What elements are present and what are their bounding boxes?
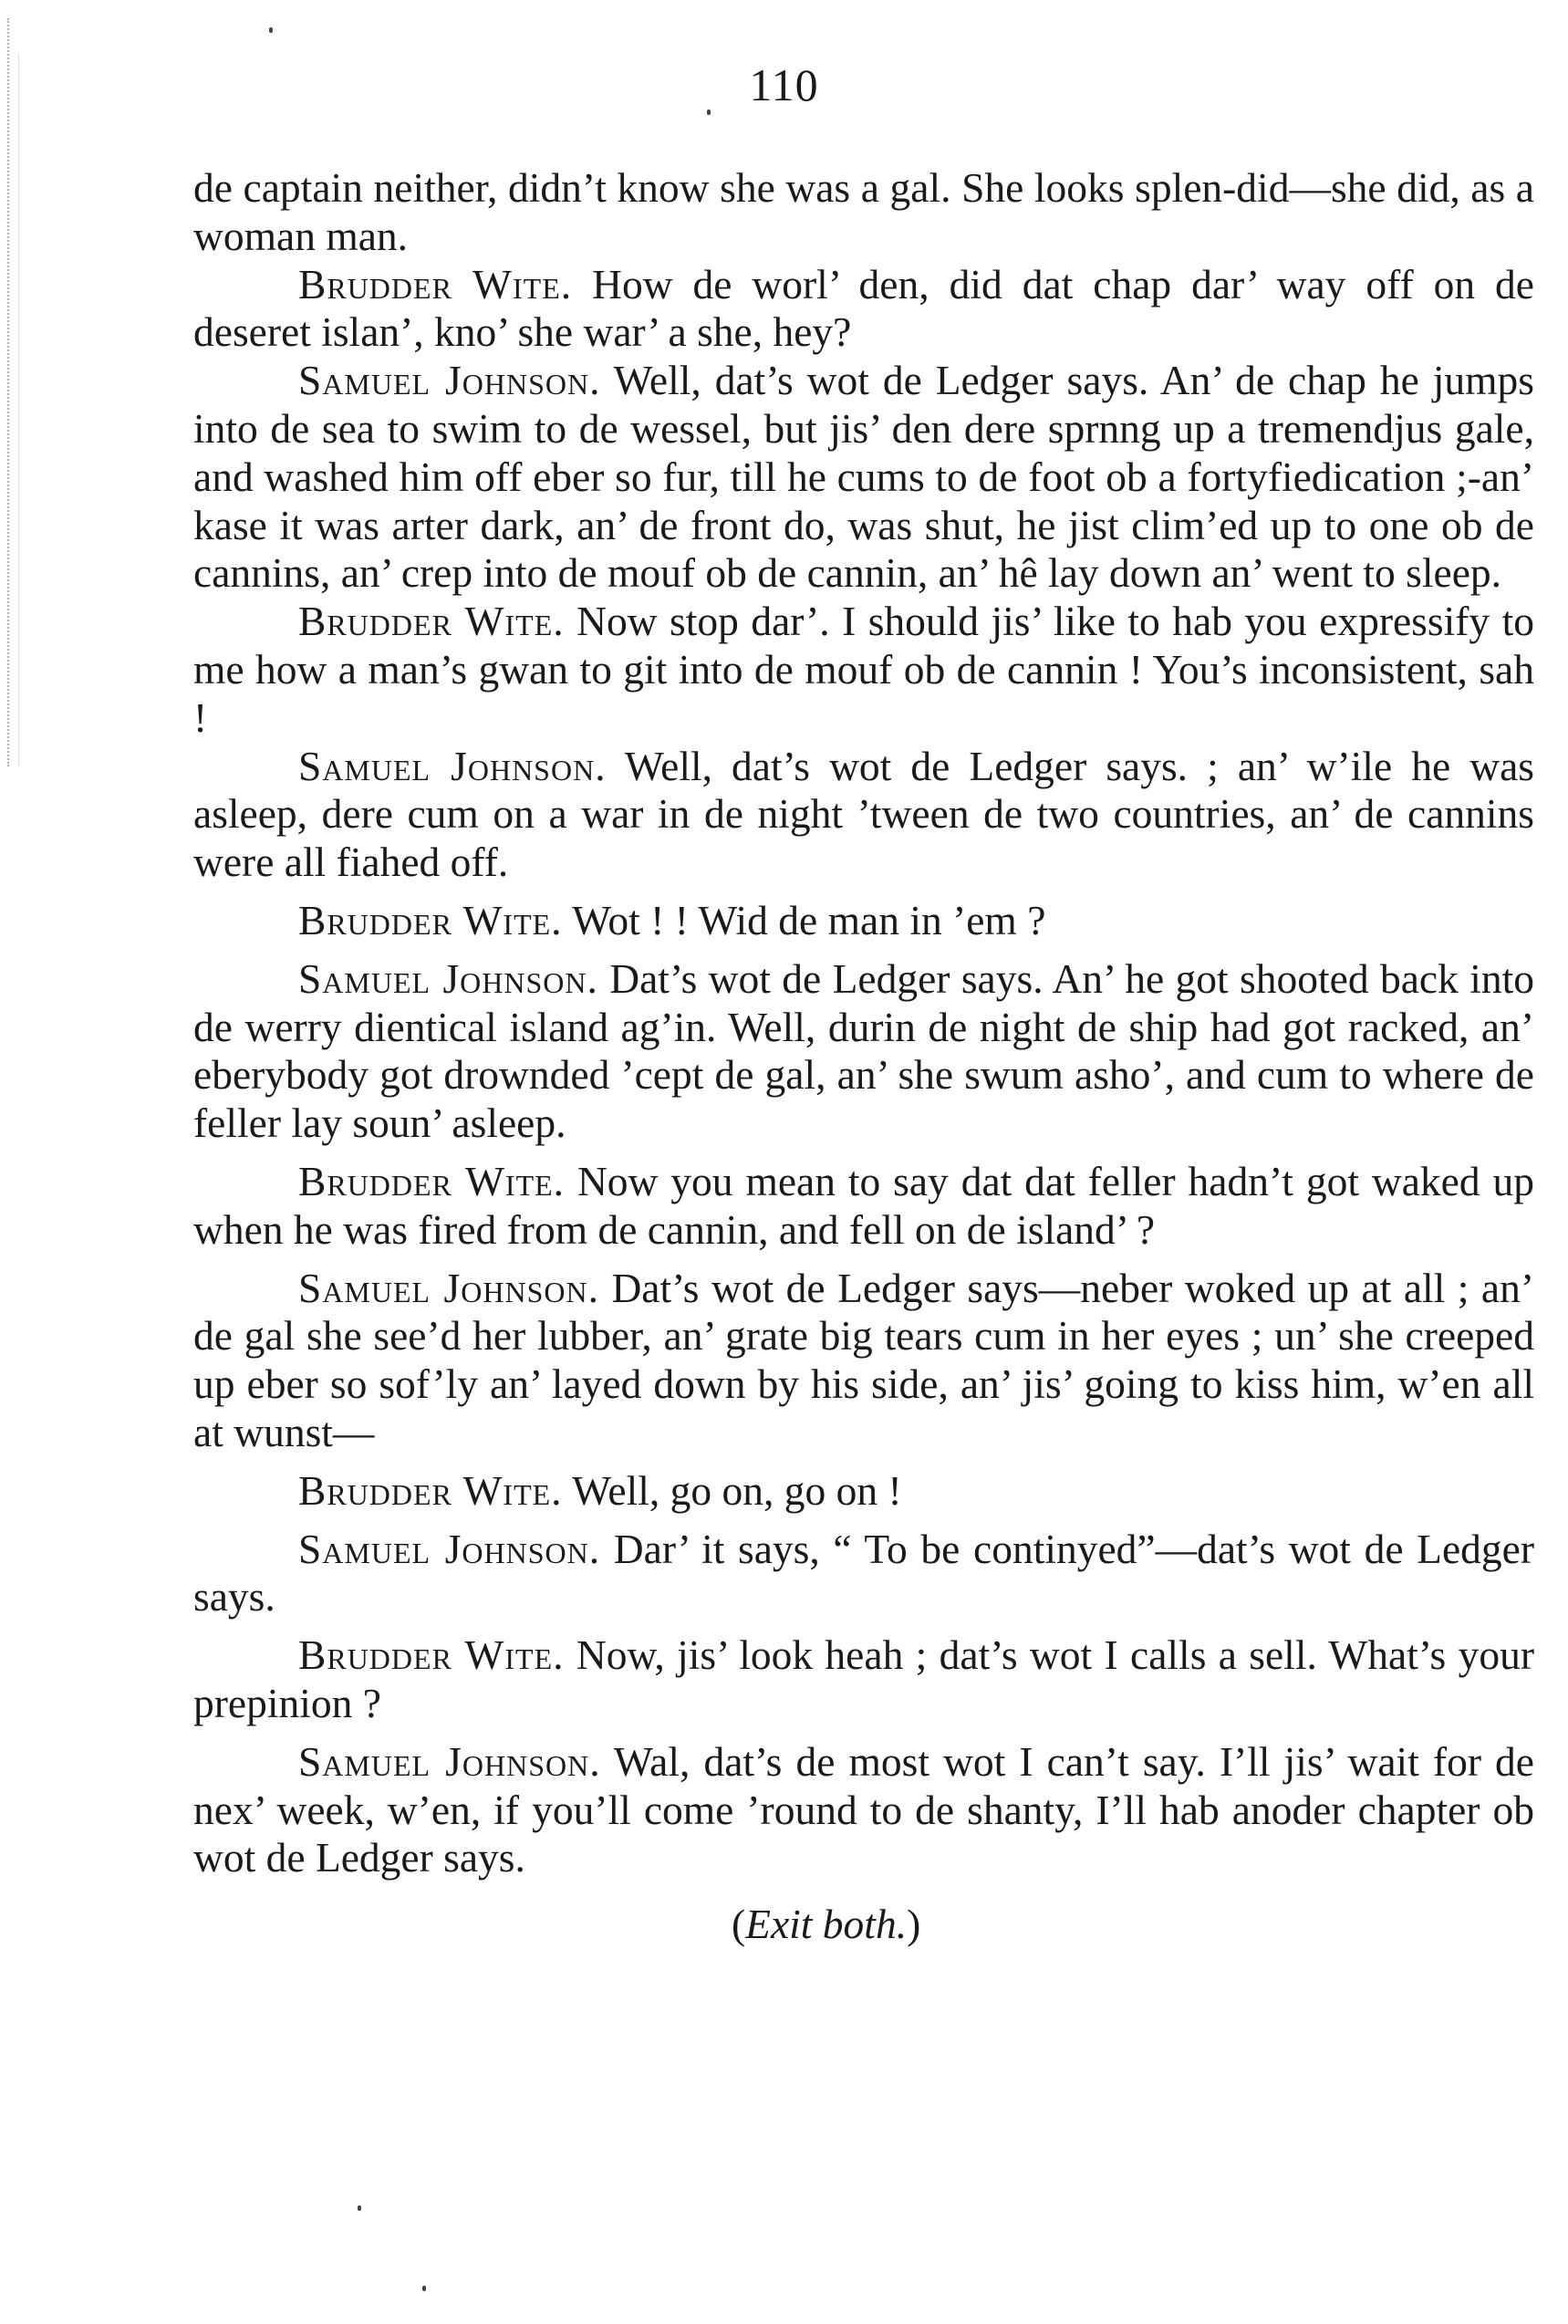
- speaker-name: Samuel Johnson.: [298, 1525, 601, 1572]
- continued-paragraph: de captain neither, didn’t know she was a gal. She looks splen-did—she did, as a woman man.: [193, 164, 1534, 259]
- speech: Well, go on, go on !: [562, 1466, 902, 1514]
- dialogue-line: [193, 1467, 1534, 1516]
- dialogue-line: [193, 1158, 1534, 1255]
- binding-edge-mark: [18, 55, 28, 766]
- speech: Now, jis’ look heah ; dat’s wot I calls a sell. What’s your prepinion ?: [193, 1631, 1534, 1726]
- speaker-name: Brudder Wite.: [298, 260, 573, 307]
- stage-direction: [193, 1901, 1534, 1949]
- speaker-name: Brudder Wite.: [298, 1466, 563, 1514]
- speech: How de worl’ den, did dat chap dar’ way off on de deseret islan’, kno’ she war’ a she, hey?: [193, 260, 1534, 356]
- speech: Now stop dar’. I should jis’ like to hab you expressify to me how a man’s gwan to git into de mouf ob de cannin ! You’s inconsistent, sah !: [193, 598, 1534, 741]
- dialogue-line: [193, 357, 1534, 598]
- speaker-name: Brudder Wite.: [298, 896, 563, 943]
- speaker-name: Brudder Wite.: [298, 1631, 565, 1679]
- speech: Wot ! ! Wid de man in ’em ?: [562, 896, 1046, 943]
- speaker-name: Samuel Johnson.: [298, 742, 607, 789]
- speech: Wal, dat’s de most wot I can’t say. I’ll jis’ wait for de nex’ week, w’en, if you’ll come ’round to de shanty, I’ll hab anoder chapter ob wot de Ledger says.: [193, 1737, 1534, 1881]
- stage-paren-close: ): [907, 1901, 921, 1948]
- dialogue-line: [193, 1265, 1534, 1457]
- dialogue-line: [193, 897, 1534, 945]
- speech: Dat’s wot de Ledger says—neber woked up at all ; an’ de gal she see’d her lubber, an’ grate big tears cum in her eyes ; un’ she creeped up eber so sof’ly an’ layed down by his side, an’ jis’ going to kiss him, w’en all at wunst—: [193, 1264, 1534, 1455]
- binding-edge-mark: [7, 18, 18, 766]
- dialogue-line: [193, 955, 1534, 1148]
- speech: Dat’s wot de Ledger says. An’ he got shooted back into de werry dientical island ag’in. Well, durin de night de ship had got racked, an’ eberybody got drownded ’cept de gal, an’ she swum asho’, and cum to where de feller lay soun’ asleep.: [193, 954, 1534, 1147]
- speaker-name: Samuel Johnson.: [298, 954, 598, 1002]
- print-speck: [358, 2205, 361, 2211]
- speaker-name: Brudder Wite.: [298, 1157, 566, 1204]
- speaker-name: Samuel Johnson.: [298, 1737, 601, 1785]
- speech: Dar’ it says, “ To be continyed”—dat’s wot de Ledger says.: [193, 1525, 1534, 1621]
- dialogue-line: [193, 1526, 1534, 1622]
- print-speck: [422, 2286, 426, 2291]
- dialogue-line: [193, 261, 1534, 358]
- print-speck: [269, 27, 273, 33]
- dialogue-body: [193, 164, 1534, 1949]
- stage-paren-open: (: [732, 1901, 746, 1948]
- stage-direction-text: Exit both.: [745, 1901, 908, 1948]
- speech: Well, dat’s wot de Ledger says. ; an’ w’ile he was asleep, dere cum on a war in de night ’tween de two countries, an’ de cannins were all fiahed off.: [193, 742, 1534, 886]
- dialogue-line: [193, 743, 1534, 887]
- dialogue-line: [193, 1738, 1534, 1882]
- speech: Well, dat’s wot de Ledger says. An’ de chap he jumps into de sea to swim to de wessel, but jis’ den dere sprnng up a tremendjus gale, and washed him off eber so fur, till he cums to de foot ob a fortyfiedication ;-an’ kase it was arter dark, an’ de front do, was shut, he jist clim’ed up to one ob de cannins, an’ crep into de mouf ob de cannin, an’ hê lay down an’ went to sleep.: [193, 357, 1534, 597]
- dialogue-line: [193, 1631, 1534, 1728]
- dialogue-line: [193, 598, 1534, 742]
- print-speck: [707, 109, 711, 115]
- page-number: 110: [749, 59, 819, 110]
- speaker-name: Samuel Johnson.: [298, 1264, 599, 1311]
- speech: Now you mean to say dat dat feller hadn’t got waked up when he was fired from de cannin, and fell on de island’ ?: [193, 1157, 1534, 1253]
- speaker-name: Brudder Wite.: [298, 598, 565, 645]
- speaker-name: Samuel Johnson.: [298, 357, 601, 404]
